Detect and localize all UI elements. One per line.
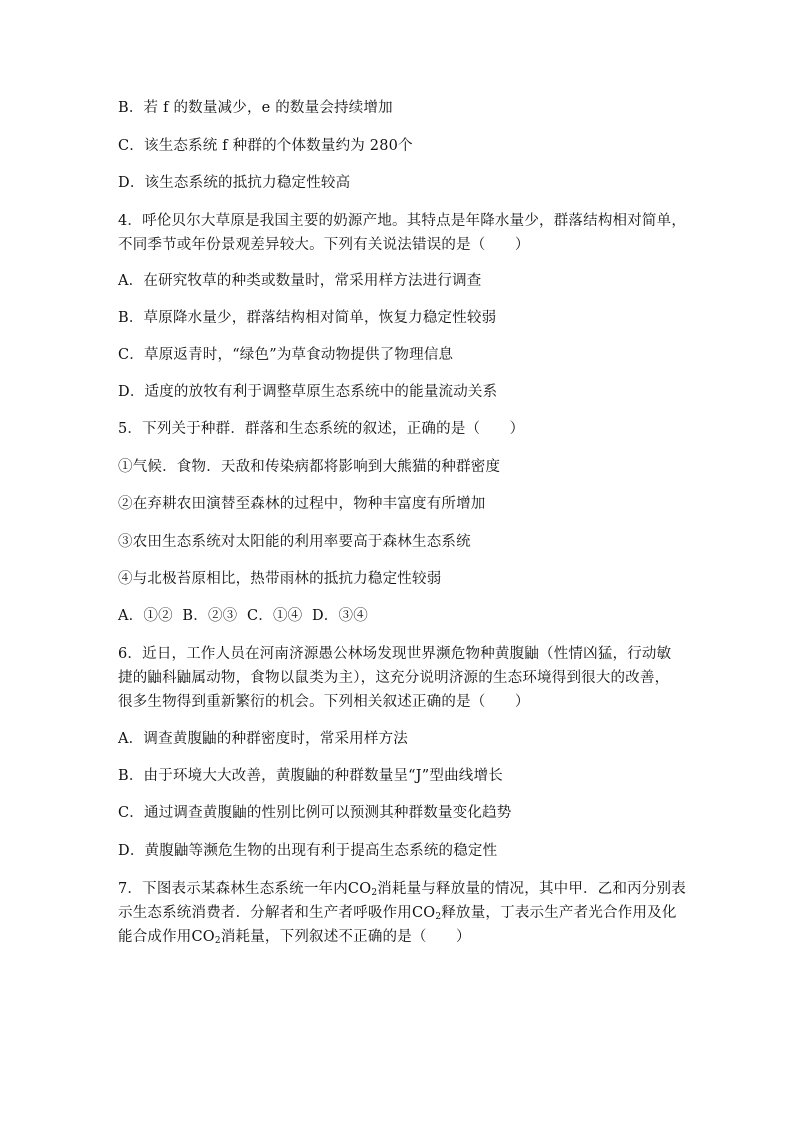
q4-stem-line-2: 不同季节或年份景观差异较大。下列有关说法错误的是（ ） bbox=[118, 237, 530, 253]
q7-stem-line-2 bbox=[118, 901, 688, 925]
q6-stem-line-1: 6．近日，工作人员在河南济源愚公林场发现世界濒危物种黄腹鼬（性情凶猛，行动敏 bbox=[118, 646, 672, 662]
q7-line3-subscript: 2 bbox=[214, 936, 221, 946]
q6-stem bbox=[118, 642, 688, 714]
q7-line1-subscript: 2 bbox=[371, 888, 378, 898]
q3-option-b: B．若 f 的数量减少，e 的数量会持续增加 bbox=[118, 100, 393, 116]
q7-line1-text-b: 消耗量与释放量的情况，其中甲．乙和丙分别表 bbox=[377, 881, 686, 897]
q3-option-c: C．该生态系统 f 种群的个体数量约为 280个 bbox=[118, 138, 413, 154]
q7-line2-subscript: 2 bbox=[435, 912, 442, 922]
q7-stem-line-3 bbox=[118, 925, 688, 949]
q4-option-d: D．适度的放牧有利于调整草原生态系统中的能量流动关系 bbox=[118, 384, 498, 400]
q7-line2-text-b: 释放量，丁表示生产者光合作用及化 bbox=[441, 905, 677, 921]
q6-option-c: C．通过调查黄腹鼬的性别比例可以预测其种群数量变化趋势 bbox=[118, 805, 512, 821]
q5-item-2: ②在弃耕农田演替至森林的过程中，物种丰富度有所增加 bbox=[118, 496, 486, 512]
q5-stem: 5．下列关于种群．群落和生态系统的叙述，正确的是（ ） bbox=[118, 421, 525, 437]
q7-stem-line-1 bbox=[118, 877, 688, 901]
q7-line2-text-a: 示生态系统消费者．分解者和生产者呼吸作用CO bbox=[118, 905, 436, 921]
q7-line3-text-b: 消耗量，下列叙述不正确的是（ ） bbox=[220, 929, 471, 945]
q6-option-b: B．由于环境大大改善，黄腹鼬的种群数量呈“J”型曲线增长 bbox=[118, 768, 503, 784]
q5-item-1: ①气候．食物．天敌和传染病都将影响到大熊猫的种群密度 bbox=[118, 459, 501, 475]
q6-option-a: A．调查黄腹鼬的种群密度时，常采用样方法 bbox=[118, 731, 408, 747]
q6-stem-line-2: 捷的鼬科鼬属动物，食物以鼠类为主），这充分说明济源的生态环境得到很大的改善， bbox=[118, 670, 670, 686]
q3-option-d: D．该生态系统的抵抗力稳定性较高 bbox=[118, 175, 351, 191]
q4-stem-line-1: 4．呼伦贝尔大草原是我国主要的奶源产地。其特点是年降水量少，群落结构相对简单， bbox=[118, 213, 687, 229]
q4-option-a: A．在研究牧草的种类或数量时，常采用样方法进行调查 bbox=[118, 273, 482, 289]
q4-option-c: C．草原返青时，“绿色”为草食动物提供了物理信息 bbox=[118, 347, 454, 363]
q5-options: A．①② B．②③ C．①④ D．③④ bbox=[118, 608, 368, 624]
q4-stem bbox=[118, 209, 688, 257]
q6-stem-line-3: 很多生物得到重新繁衍的机会。下列相关叙述正确的是（ ） bbox=[118, 694, 530, 710]
q4-option-b: B．草原降水量少，群落结构相对简单，恢复力稳定性较弱 bbox=[118, 310, 497, 326]
q7-line1-text-a: 7．下图表示某森林生态系统一年内CO bbox=[118, 881, 372, 897]
q5-item-4: ④与北极苔原相比，热带雨林的抵抗力稳定性较弱 bbox=[118, 571, 442, 587]
q7-stem bbox=[118, 877, 688, 949]
q6-option-d: D．黄腹鼬等濒危生物的出现有利于提高生态系统的稳定性 bbox=[118, 843, 498, 859]
q5-item-3: ③农田生态系统对太阳能的利用率要高于森林生态系统 bbox=[118, 534, 471, 550]
q7-line3-text-a: 能合成作用CO bbox=[118, 929, 215, 945]
